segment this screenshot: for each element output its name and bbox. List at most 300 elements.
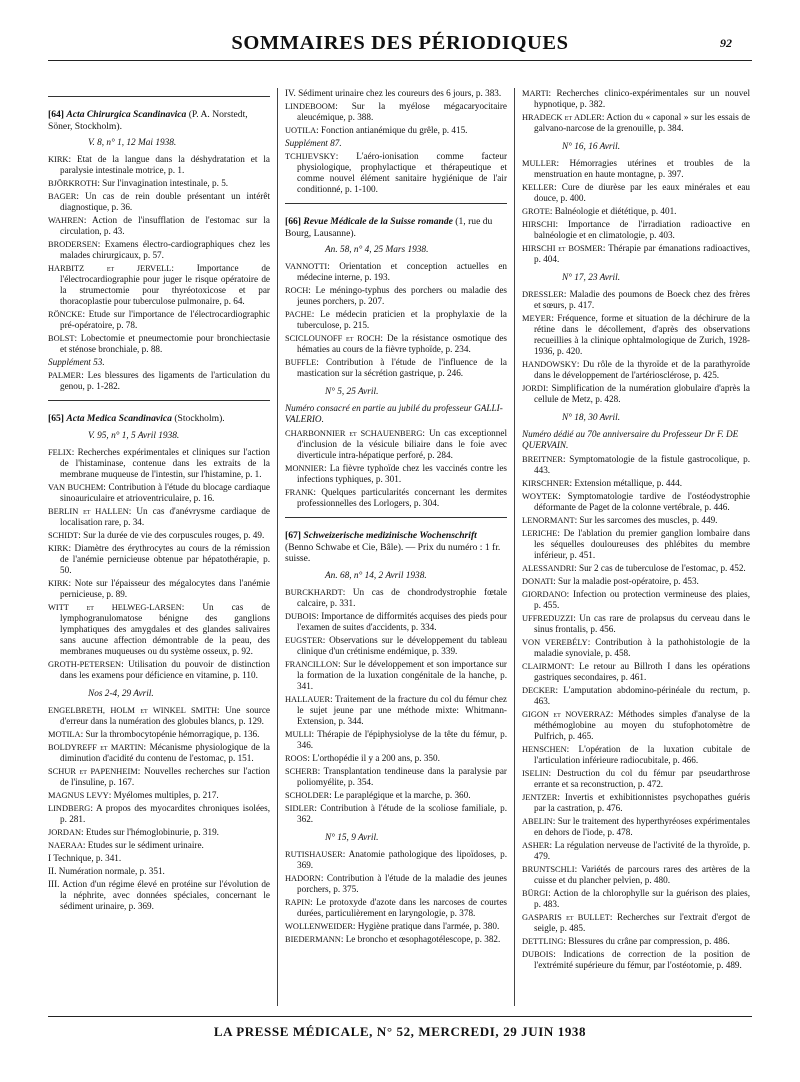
- article-author: VAN BUCHEM: [48, 482, 104, 492]
- article-author: KIRK: [48, 578, 69, 588]
- article-title: : L'opération de la luxation cubitale de l'articulation inférieure radiocubitale, p. 466.: [534, 744, 750, 765]
- article-author: FRANK: [285, 488, 314, 498]
- issue-heading: N° 17, 23 Avril.: [562, 273, 621, 283]
- article-author: KIRK: [48, 155, 69, 165]
- article-author: RAPIN: [285, 897, 311, 907]
- article-title: : Recherches expérimentales et cliniques sur l'action de l'histaminase, contenue dans les extraits de la membrane muqueuse de l'intestin, sur l'histamine, p. 1.: [60, 446, 270, 479]
- article-author: SCHOLDER: [285, 790, 330, 800]
- article-title: : La régulation nerveuse de l'activité de la thyroïde, p. 479.: [534, 840, 750, 861]
- periodical-number: [66]: [285, 216, 301, 227]
- periodical-section: [285, 833, 507, 945]
- article-entry: [48, 840, 270, 851]
- article-title: : Sur la myélose mégacaryocitaire aleucémique, p. 388.: [297, 101, 507, 122]
- article-entry: [48, 506, 270, 528]
- article-author: BIEDERMANN: [285, 934, 341, 944]
- article-title: : Invertis et exhibitionnistes psychopathes guéris par la castration, p. 476.: [534, 792, 750, 813]
- article-author: GROTE: [522, 207, 550, 216]
- article-title: : Les blessures des ligaments de l'articulation du genou, p. 1-282.: [60, 370, 270, 392]
- article-title: : Action de l'insufflation de l'estomac sur la circulation, p. 43.: [60, 215, 270, 237]
- periodical-title: [48, 413, 270, 425]
- article-title: : Une source d'erreur dans la numération des globules blancs, p. 129.: [60, 704, 270, 726]
- article-title: : Un cas de rein double présentant un intérêt diagnostique, p. 36.: [60, 191, 270, 213]
- article-entry: [48, 263, 270, 307]
- article-title: : Sur le développement et son importance sur la formation de la luxation congénitale de la hanche, p. 341.: [297, 658, 507, 691]
- article-entry: [522, 528, 750, 561]
- article-author: MEYER: [522, 314, 552, 323]
- article-title: : Action du « caponal » sur les essais de galvano-narcose de la grenouille, p. 384.: [534, 112, 750, 133]
- article-title: : Examens électro-cardiographiques chez les malades chirurgicaux, p. 57.: [60, 239, 270, 261]
- article-author: SCHIDT: [48, 530, 79, 540]
- article-entry: [48, 827, 270, 838]
- article-entry: [522, 359, 750, 381]
- article-title: : Contribution à l'étude de la maladie des jeunes porchers, p. 375.: [297, 872, 507, 894]
- article-author: GIGON et NOVERRAZ: [522, 710, 611, 719]
- publisher: (Benno Schwabe et Cie, Bâle). — Prix du numéro : 1 fr. suisse.: [285, 541, 501, 565]
- article-entry: [522, 289, 750, 311]
- article-title: : L'aéro-ionisation comme facteur physiologique, prophylactique et thérapeutique et comme nouvel élément sanitaire hygiénique de l'air conditionné, p. 1-100.: [297, 151, 507, 194]
- article-entry: [522, 744, 750, 766]
- article-author: DUBOIS: [522, 950, 554, 959]
- footer-rule: [48, 1016, 752, 1017]
- article-title: : Destruction du col du fémur par pseudarthrose errante et sa reconstruction, p. 472.: [534, 768, 750, 789]
- article-title: : Orientation et conception actuelles en médecine interne, p. 193.: [297, 261, 507, 283]
- article-entry: [48, 578, 270, 600]
- section-separator: [285, 203, 507, 204]
- periodical-section: [522, 142, 750, 265]
- article-entry: [522, 313, 750, 357]
- article-title: : Etat de la langue dans la déshydratation et la paralysie intestinale motrice, p. 1.: [60, 154, 270, 176]
- article-title: : Un cas d'anévrysme cardiaque de localisation rare, p. 34.: [60, 505, 270, 527]
- article-entry: [48, 766, 270, 788]
- article-title: IV. Sédiment urinaire chez les coureurs des 6 jours, p. 383.: [285, 88, 502, 98]
- article-entry: [522, 949, 750, 971]
- article-author: ENGELBRETH, HOLM et WINKEL SMITH: [48, 705, 218, 715]
- article-author: PACHE: [285, 310, 312, 320]
- article-title: : Méthodes simples d'analyse de la méthémoglobine au moyen du stufophotomètre de Pulfrich, p. 465.: [534, 709, 750, 741]
- column-2: [285, 88, 507, 1008]
- journal-name: Schweizerische medizinische Wochenschrift: [303, 530, 477, 542]
- article-entry: [522, 478, 750, 489]
- article-title: : Thérapie par émanations radioactives, p. 404.: [534, 243, 750, 264]
- article-entry: [285, 357, 507, 379]
- article-entry: [48, 602, 270, 657]
- article-title: I Technique, p. 341.: [48, 852, 122, 863]
- article-entry: [285, 333, 507, 355]
- article-entry: [48, 357, 270, 368]
- journal-name: Acta Chirurgica Scandinavica: [66, 109, 187, 120]
- article-title: : Symptomatologie de la fistule gastrocolique, p. 443.: [534, 454, 750, 475]
- publisher: (P. A. Norstedt, Söner, Stockholm).: [48, 109, 248, 132]
- article-author: ISELIN: [522, 769, 549, 778]
- article-entry: [285, 921, 507, 932]
- article-entry: [285, 766, 507, 788]
- article-title: : Un cas de lymphogranulomatose bénigne des ganglions lymphatiques des amygdales et des glandes salivaires sans aucune affection démontrable de la peau, des membranes muqueuses ou du système osseux, p. 92.: [60, 601, 270, 656]
- article-author: FELIX: [48, 447, 72, 457]
- article-title: : Traitement de la fracture du col du fémur chez le sujet jeune par une méthode mixte: Whitmann-Extension, p. 344.: [297, 693, 507, 726]
- article-entry: [522, 576, 750, 587]
- article-author: BERLIN et HALLEN: [48, 506, 129, 516]
- article-title: : Importance de l'électrocardiographie pour juger le risque opératoire de la strumectomie pour thyréotoxicose et par thoracoplastie pour tuberculose pulmonaire, p. 64.: [60, 263, 270, 307]
- article-entry: [48, 659, 270, 681]
- article-title: Supplément 53.: [48, 357, 105, 368]
- article-entry: [522, 491, 750, 513]
- article-title: : Contribution à l'étude du blocage cardiaque sinoauriculaire et atrioventriculaire, p. 16.: [60, 481, 270, 503]
- article-entry: [285, 635, 507, 657]
- article-title: : De l'ablation du premier ganglion lombaire dans les séquelles douloureuses des phlébites du membre inférieur, p. 451.: [534, 528, 750, 560]
- article-entry: [48, 803, 270, 825]
- article-title: : Nouvelles recherches sur l'action de l'insuline, p. 167.: [60, 765, 270, 787]
- article-title: : Maladie des poumons de Boeck chez des frères et sœurs, p. 417.: [534, 289, 750, 310]
- article-author: GROTH-PETERSEN: [48, 659, 122, 669]
- article-entry: [48, 879, 270, 912]
- article-author: HALLAUER: [285, 694, 331, 704]
- article-title: : Etude sur l'importance de l'électrocardiographic pré-opératoire, p. 78.: [60, 309, 270, 331]
- article-author: SIDLER: [285, 803, 315, 813]
- article-author: NAERAA: [48, 840, 83, 850]
- periodical-number: [65]: [48, 413, 64, 425]
- article-title: : Blessures du crâne par compression, p. 486.: [563, 936, 730, 946]
- article-author: HARBITZ et JERVELL: [48, 264, 172, 274]
- article-entry: [285, 487, 507, 509]
- article-entry: [522, 840, 750, 862]
- article-title: : Le médecin praticien et la prophylaxie de la tuberculose, p. 215.: [297, 309, 507, 331]
- article-author: DRESSLER: [522, 290, 564, 299]
- article-entry: [522, 206, 750, 217]
- article-author: DUBOIS: [285, 611, 317, 621]
- article-entry: [285, 261, 507, 283]
- article-author: CHARBONNIER et SCHAUENBERG: [285, 429, 423, 439]
- page-header: [48, 32, 752, 62]
- periodical-section: [48, 689, 270, 912]
- periodical-section: [285, 387, 507, 509]
- article-entry: [285, 151, 507, 195]
- article-title: Supplément 87.: [285, 138, 342, 148]
- article-entry: [48, 482, 270, 504]
- article-entry: [522, 661, 750, 683]
- article-title: : Sur les sarcomes des muscles, p. 449.: [574, 515, 718, 525]
- article-entry: [522, 637, 750, 659]
- article-entry: [48, 239, 270, 261]
- article-entry: [48, 729, 270, 740]
- article-author: GIORDANO: [522, 590, 567, 599]
- article-title: : La fièvre typhoïde chez les vaccinés contre les infections typhiques, p. 301.: [297, 463, 507, 485]
- article-title: : Simplification de la numération globulaire d'après la cellule de Metz, p. 428.: [534, 383, 750, 404]
- article-title: : Contribution à l'étude de la scoliose familiale, p. 362.: [297, 802, 507, 824]
- article-title: : Lobectomie et pneumectomie pour bronchiectasie et sténose bronchiale, p. 88.: [60, 333, 270, 355]
- article-entry: [522, 563, 750, 574]
- article-title: : Contribution à l'étude de l'influence de la mastication sur la sécrétion gastrique, p. 246.: [297, 357, 507, 379]
- header-rule: [48, 60, 752, 61]
- article-entry: [522, 613, 750, 635]
- article-entry: [285, 611, 507, 633]
- periodical-section: [48, 413, 270, 681]
- article-entry: [48, 154, 270, 176]
- article-author: CLAIRMONT: [522, 662, 572, 671]
- article-entry: [285, 463, 507, 485]
- journal-name: Revue Médicale de la Suisse romande: [303, 216, 453, 227]
- article-author: WITT et HELWEG-LARSEN: [48, 602, 182, 612]
- article-title: : Balnéologie et diététique, p. 401.: [549, 206, 677, 216]
- article-title: : Cure de diurèse par les eaux minérales et eau douce, p. 400.: [534, 182, 750, 203]
- article-entry: [48, 853, 270, 864]
- article-entry: [285, 934, 507, 945]
- periodical-section: [522, 413, 750, 971]
- article-author: TCHIJEVSKY: [285, 152, 336, 161]
- article-author: BRUNTSCHLI: [522, 865, 575, 874]
- article-author: EUGSTER: [285, 635, 323, 645]
- article-title: : Etudes sur l'hémoglobinurie, p. 319.: [81, 826, 219, 837]
- article-entry: [522, 158, 750, 180]
- article-author: WOLLENWEIDER: [285, 921, 353, 931]
- article-title: : Symptomatologie tardive de l'ostéodystrophie déformante de Paget de la colonne vertébrale, p. 446.: [534, 491, 750, 512]
- page-footer: [48, 1016, 752, 1046]
- article-entry: [522, 515, 750, 526]
- periodical-section: [285, 530, 507, 825]
- article-author: HIRSCHI et BOSMER: [522, 244, 603, 253]
- article-author: SCICLOUNOFF et ROCH: [285, 334, 381, 344]
- article-entry: [48, 790, 270, 801]
- article-author: HENSCHEN: [522, 745, 567, 754]
- issue-heading: An. 58, n° 4, 25 Mars 1938.: [325, 245, 429, 256]
- article-author: ALESSANDRI: [522, 564, 575, 573]
- article-author: DONATI: [522, 577, 554, 586]
- article-title: : Un cas de chondrodystrophie fœtale calcaire, p. 331.: [297, 586, 507, 608]
- article-author: BREITNER: [522, 455, 563, 464]
- issue-heading: N° 15, 9 Avril.: [325, 832, 379, 843]
- article-entry: [48, 705, 270, 727]
- article-title: : Importance de difformités acquises des pieds pour l'examen de suites d'accidents, p. 334.: [297, 610, 507, 632]
- article-author: BÜRGI: [522, 889, 549, 898]
- article-author: HANDOWSKY: [522, 360, 577, 369]
- article-entry: [522, 112, 750, 134]
- article-entry: [48, 530, 270, 541]
- column-divider: [277, 88, 278, 1006]
- article-entry: [285, 849, 507, 871]
- article-author: JORDI: [522, 384, 546, 393]
- article-entry: [522, 454, 750, 476]
- article-author: MONNIER: [285, 464, 325, 474]
- article-title: : Le paraplégique et la marche, p. 360.: [329, 789, 471, 800]
- article-title: : Action de la chlorophylle sur la guérison des plaies, p. 483.: [534, 888, 750, 909]
- journal-name: Acta Medica Scandinavica: [66, 413, 172, 425]
- article-author: WAHREN: [48, 216, 84, 226]
- article-entry: [522, 816, 750, 838]
- column-3: [522, 88, 750, 1008]
- column-1: [48, 88, 270, 1008]
- article-author: ASHER: [522, 841, 550, 850]
- article-author: HIRSCHI: [522, 220, 556, 229]
- article-entry: [522, 936, 750, 947]
- issue-heading: N° 5, 25 Avril.: [325, 387, 379, 398]
- article-entry: [522, 88, 750, 110]
- article-title: : Le retour au Billroth I dans les opérations gastriques secondaires, p. 461.: [534, 661, 750, 682]
- article-author: LINDEBOOM: [285, 102, 336, 111]
- article-entry: [285, 659, 507, 692]
- article-author: MARTI: [522, 89, 549, 98]
- article-entry: [285, 125, 507, 136]
- article-author: UFFREDUZZI: [522, 614, 574, 623]
- publisher: (Stockholm).: [174, 413, 225, 425]
- periodical-section: [522, 88, 750, 134]
- article-author: LERICHE: [522, 529, 558, 538]
- article-entry: [48, 866, 270, 877]
- article-entry: [48, 742, 270, 764]
- article-author: RÖNCKE: [48, 310, 83, 320]
- article-entry: [48, 178, 270, 189]
- article-title: : Le broncho et œsophagotélescope, p. 382.: [340, 933, 501, 944]
- article-title: : Indications de correction de la position de l'extrémité supérieure du fémur, par l'ostéotomie, p. 489.: [534, 949, 750, 970]
- article-author: ROOS: [285, 753, 308, 763]
- article-author: LINDBERG: [48, 803, 91, 813]
- article-author: BOLST: [48, 334, 75, 344]
- article-author: MULLER: [522, 159, 557, 168]
- article-author: KIRK: [48, 543, 69, 553]
- article-author: ABELIN: [522, 817, 553, 826]
- article-entry: [522, 383, 750, 405]
- article-author: SCHUR et PAPENHEIM: [48, 766, 138, 776]
- article-entry: [522, 589, 750, 611]
- article-author: KIRSCHNER: [522, 479, 570, 488]
- issue-note: Numéro consacré en partie au jubilé du professeur GALLI-VALERIO.: [285, 403, 503, 425]
- article-title: : Fonction antianémique du grêle, p. 415.: [316, 125, 468, 135]
- article-title: : De la résistance osmotique des hématies au cours de la fièvre typhoïde, p. 234.: [297, 333, 507, 355]
- article-entry: [522, 888, 750, 910]
- article-entry: [48, 333, 270, 355]
- article-entry: [48, 191, 270, 213]
- article-entry: [285, 803, 507, 825]
- article-author: VANNOTTI: [285, 262, 328, 272]
- article-title: II. Numération normale, p. 351.: [48, 865, 165, 876]
- article-entry: [522, 685, 750, 707]
- article-author: BAGER: [48, 192, 77, 202]
- issue-note: Numéro dédié au 70e anniversaire du Professeur Dr F. DE QUERVAIN.: [522, 429, 739, 450]
- article-author: SCHERB: [285, 766, 318, 776]
- article-title: : Recherches sur l'extrait d'ergot de seigle, p. 485.: [534, 912, 750, 933]
- article-entry: [48, 370, 270, 392]
- article-title: : Sur la maladie post-opératoire, p. 453.: [553, 576, 699, 586]
- article-title: : Infection ou protection vermineuse des plaies, p. 455.: [534, 589, 750, 610]
- periodical-number: [67]: [285, 530, 301, 542]
- article-author: DECKER: [522, 686, 556, 695]
- article-entry: [285, 897, 507, 919]
- article-entry: [522, 182, 750, 204]
- article-author: KELLER: [522, 183, 555, 192]
- footer-text: LA PRESSE MÉDICALE, N° 52, MERCREDI, 29 JUIN 1938: [213, 1024, 587, 1039]
- publisher: (1, rue du Bourg, Lausanne).: [285, 216, 493, 239]
- article-author: UOTILA: [285, 126, 317, 135]
- article-title: : L'amputation abdomino-périnéale du rectum, p. 463.: [534, 685, 750, 706]
- periodical-section: [522, 273, 750, 405]
- article-title: : Observations sur le développement du tableau clinique d'un crétinisme endémique, p. 339.: [297, 634, 507, 656]
- article-author: RUTISHAUSER: [285, 849, 343, 859]
- article-title: : Thérapie de l'épiphysiolyse de la tête du fémur, p. 346.: [297, 728, 507, 750]
- article-title: : Transplantation tendineuse dans la paralysie par poliomyélite, p. 354.: [297, 765, 507, 787]
- article-title: : Sur la thrombocytopénie hémorragique, p. 136.: [80, 728, 260, 739]
- article-title: : Sur 2 cas de tuberculose de l'estomac, p. 452.: [574, 563, 746, 573]
- article-entry: [285, 729, 507, 751]
- periodical-title: [285, 216, 507, 239]
- article-author: BOLDYREFF et MARTIN: [48, 742, 144, 752]
- article-title: : Le méningo-typhus des porchers ou maladie des jeunes porchers, p. 207.: [297, 285, 507, 307]
- article-title: : Recherches clinico-expérimentales sur un nouvel hypnotique, p. 382.: [534, 88, 750, 109]
- article-entry: [285, 587, 507, 609]
- article-author: GASPARIS et BULLET: [522, 913, 610, 922]
- article-entry: [48, 543, 270, 576]
- article-author: BJÖRKROTH: [48, 179, 98, 189]
- article-title: : Extension métallique, p. 444.: [569, 478, 682, 488]
- article-title: : L'orthopédie il y a 200 ans, p. 350.: [307, 752, 440, 763]
- periodical-section: [285, 216, 507, 379]
- article-author: BURCKHARDT: [285, 587, 343, 597]
- article-title: : Mécanisme physiologique de la diminution d'acidité du contenu de l'estomac, p. 151.: [60, 741, 270, 763]
- article-title: : Sur le traitement des hyperthyréoses expérimentales en dehors de l'iode, p. 478.: [534, 816, 750, 837]
- article-title: : Quelques particularités concernant les dermites professionnelles des Lorlogers, p. 304.: [297, 487, 507, 509]
- periodical-section: [285, 88, 507, 195]
- article-entry: [522, 243, 750, 265]
- article-title: : Note sur l'épaisseur des mégalocytes dans l'anémie pernicieuse, p. 89.: [60, 577, 270, 599]
- article-author: DETTLING: [522, 937, 564, 946]
- article-author: LENORMANT: [522, 516, 575, 525]
- issue-heading: Nos 2-4, 29 Avril.: [88, 688, 154, 699]
- periodical-section: [48, 109, 270, 392]
- article-author: HADORN: [285, 873, 321, 883]
- article-entry: [522, 792, 750, 814]
- article-author: BRODERSEN: [48, 240, 98, 250]
- article-title: : Fréquence, forme et situation de la déchirure de la rétine dans le décollement, d'après des observations recueillies à la clinique ophtalmologique de Zurich, 1928-1936, p. 420.: [534, 313, 750, 356]
- article-entry: [285, 873, 507, 895]
- section-separator: [285, 517, 507, 518]
- article-author: BUFFLE: [285, 358, 317, 368]
- article-author: ROCH: [285, 286, 309, 296]
- issue-heading: N° 16, 16 Avril.: [562, 142, 621, 152]
- periodical-title: [285, 530, 507, 565]
- article-title: : Sur l'invagination intestinale, p. 5.: [97, 178, 229, 189]
- article-title: : Un cas exceptionnel d'inclusion de la vésicule biliaire dans le foie avec diverticule intra-hépatique perforé, p. 284.: [297, 428, 507, 461]
- article-title: : Du rôle de la thyroïde et de la parathyroïde dans le développement de l'artériosclérose, p. 425.: [534, 359, 750, 380]
- article-entry: [48, 309, 270, 331]
- article-entry: [48, 215, 270, 237]
- article-entry: [285, 694, 507, 727]
- article-entry: [285, 790, 507, 801]
- article-entry: [285, 88, 507, 99]
- issue-heading: An. 68, n° 14, 2 Avril 1938.: [325, 570, 427, 581]
- article-title: : Anatomie pathologique des lipoïdoses, p. 369.: [297, 848, 507, 870]
- column-divider: [514, 88, 515, 1006]
- article-title: : Hémorragies utérines et troubles de la menstruation en haute montagne, p. 397.: [534, 158, 750, 179]
- article-entry: [285, 138, 507, 149]
- article-title: : Utilisation du pouvoir de distinction dans les examens pour déficience en vitamine, p. 110.: [60, 658, 270, 680]
- article-entry: [48, 447, 270, 480]
- article-author: JORDAN: [48, 827, 82, 837]
- article-entry: [522, 709, 750, 742]
- article-author: WOYTEK: [522, 492, 559, 501]
- section-separator: [48, 96, 270, 97]
- article-author: JENTZER: [522, 793, 558, 802]
- article-entry: [522, 768, 750, 790]
- page-number: 92: [720, 36, 732, 50]
- article-entry: [285, 753, 507, 764]
- section-separator: [48, 400, 270, 401]
- issue-heading: N° 18, 30 Avril.: [562, 413, 621, 423]
- article-author: VON VEREBÉLY: [522, 638, 588, 647]
- article-title: : Variétés de parcours rares des artères de la cuisse et du plancher pelvien, p. 480.: [534, 864, 750, 885]
- article-entry: [522, 219, 750, 241]
- article-title: : Hygiène pratique dans l'armée, p. 380.: [352, 920, 500, 931]
- article-title: : A propos des myocardites chroniques isolées, p. 281.: [60, 802, 270, 824]
- article-entry: [285, 101, 507, 123]
- page-title: SOMMAIRES DES PÉRIODIQUES: [231, 32, 569, 54]
- issue-heading: V. 95, n° 1, 5 Avril 1938.: [88, 430, 180, 441]
